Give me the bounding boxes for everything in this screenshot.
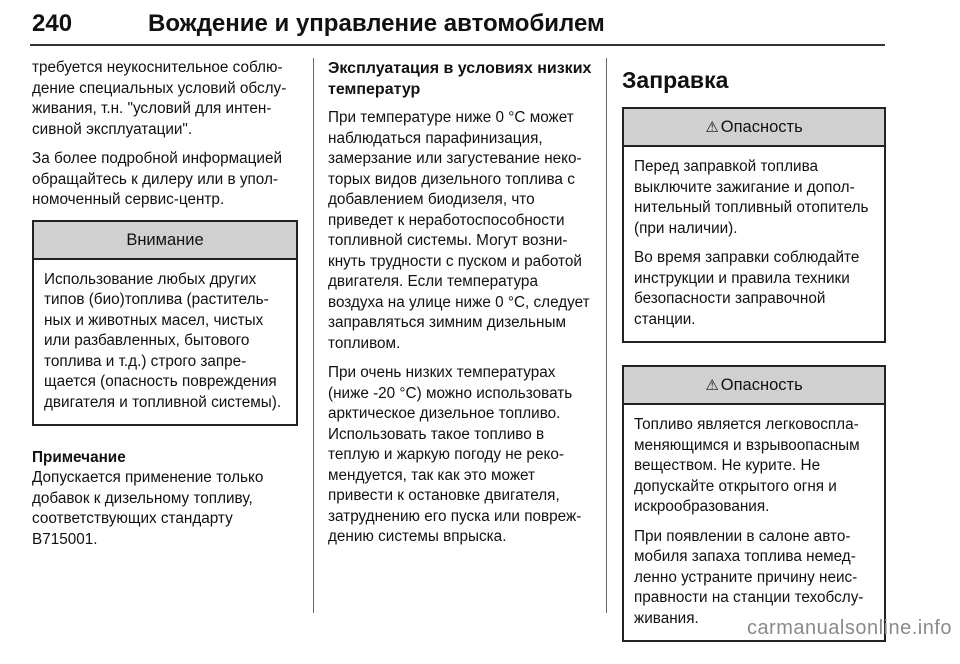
page-number: 240 [32, 10, 73, 37]
column-right [622, 58, 886, 664]
paragraph-conditions: требуется неукоснительное соблюдение специальных условий обслуживания, т.н. "условий для интенсивной эксплуатации". [32, 59, 287, 138]
page-title: Вождение и управление автомобилем [148, 10, 605, 37]
column-left [32, 58, 298, 550]
section-heading-low-temp: Эксплуатация в условиях низких температур [328, 60, 592, 98]
watermark: carmanualsonline.info [746, 617, 952, 639]
column-divider-2 [606, 58, 607, 613]
danger-box-2 [622, 365, 886, 642]
column-middle [328, 58, 594, 557]
caution-title: Внимание [34, 222, 296, 260]
caution-text: Использование любых других типов (био)топлива (растительных и животных масел, чистых или разбавленных, бытового топлива и т.д.) строго запрещается (опасность повреждения двигателя и топливной системы). [44, 270, 282, 411]
danger-title-1: ⚠ Опасность [624, 109, 884, 147]
danger2-text-1: Топливо является легковоспламеняющимся и взрывоопасным веществом. Не курите. Не допускайте открытого огня и искрообразования. [634, 416, 860, 515]
warning-triangle-icon: ⚠ [705, 119, 719, 136]
danger2-text-2: При появлении в салоне автомобиля запаха топлива немедленно устраните причину неисправности на станции техобслуживания. [634, 527, 864, 627]
danger-box-1 [622, 107, 886, 343]
page-header [30, 4, 885, 48]
header-rule [30, 44, 885, 46]
note-text: Допускается применение только добавок к дизельному топливу, соответствующих стандарту B715001. [32, 469, 264, 548]
section-heading-refuel: Заправка [622, 67, 729, 93]
warning-triangle-icon: ⚠ [705, 377, 719, 394]
paragraph-low-temp-2: При очень низких температурах (ниже -20 °C) можно использовать арктическое дизельное топливо. Использовать такое топливо в теплую и жаркую погоду не рекомендуется, так как это может привести к остановке двигателя, затруднению его пуска или повреждению системы впрыска. [328, 364, 582, 545]
danger1-text-2: Во время заправки соблюдайте инструкции и правила техники безопасности заправочной станции. [634, 249, 860, 328]
column-divider-1 [313, 58, 314, 613]
note-title: Примечание [32, 449, 126, 466]
danger1-text-1: Перед заправкой топлива выключите зажигание и дополнительный топливный отопитель (при наличии). [634, 158, 869, 237]
danger-title-2: ⚠ Опасность [624, 367, 884, 405]
paragraph-low-temp-1: При температуре ниже 0 °C может наблюдаться парафинизация, замерзание или загустевание некоторых видов дизельного топлива с добавлением биодизеля, что приведет к неработоспособности топливной системы. Могут возникнуть трудности с пуском и работой двигателя. Если температура воздуха на улице ниже 0 °C, следует заправляться зимним дизельным топливом. [328, 109, 590, 352]
caution-box [32, 220, 298, 427]
paragraph-dealer: За более подробной информацией обращайтесь к дилеру или в уполномоченный сервис-центр. [32, 150, 283, 208]
